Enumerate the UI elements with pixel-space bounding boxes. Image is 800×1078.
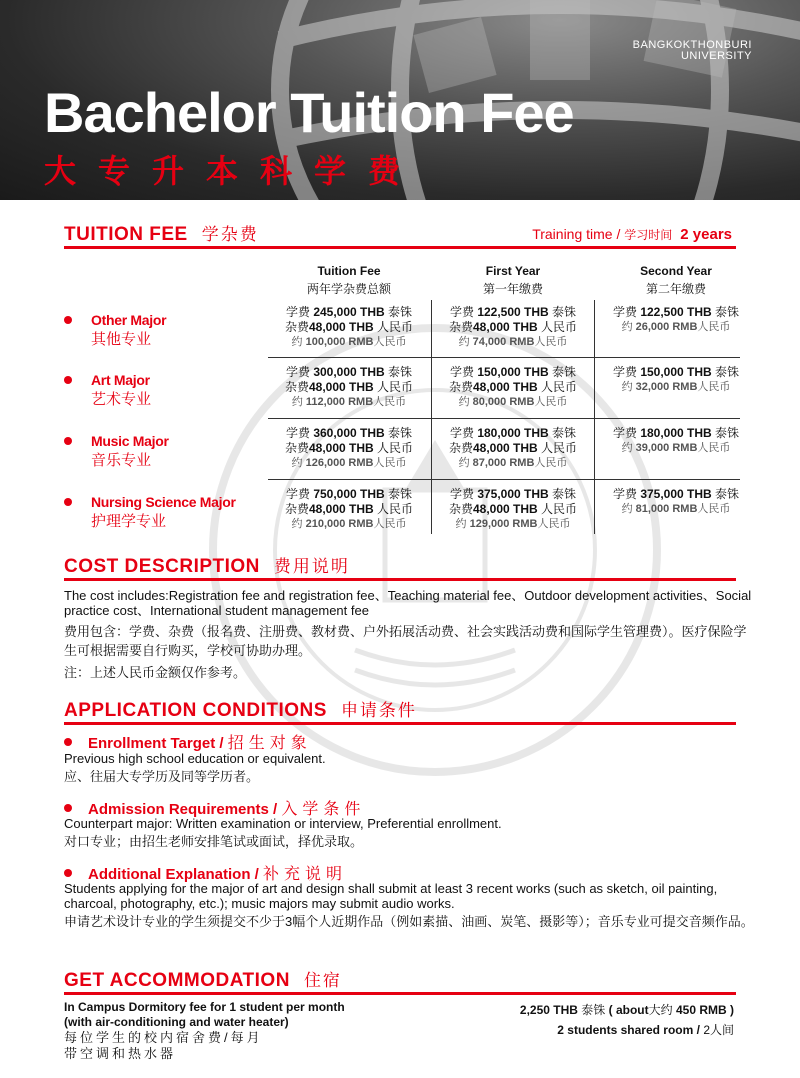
dormitory-amenities-zh: 带空调和热水器 [64, 1046, 177, 1061]
fee-label: 杂费 [448, 380, 473, 394]
fee-label: 学费 [285, 365, 310, 379]
sub-heading-en: Additional Explanation / [88, 866, 264, 883]
fee-amount: 150,000 THB [477, 365, 549, 379]
accommodation-section-header [64, 966, 736, 995]
fee-currency: 人民币 [697, 442, 731, 454]
column-header-zh: 第一年缴费 [482, 282, 543, 296]
cost-description-heading: COST DESCRIPTION [64, 556, 260, 577]
fee-label: 杂费 [284, 380, 309, 394]
training-time-label: Training time / [532, 226, 625, 242]
enrollment-target-en: Previous high school education or equivalent. [64, 751, 326, 766]
bullet-dot [64, 376, 72, 384]
additional-explanation-en: Students applying for the major of art and design shall submit at least 3 recent works (such as sketch, oil painting, charcoal, photography, etc.); music majors may submit audio works. [64, 881, 718, 911]
fee-currency: 人民币 [697, 503, 731, 515]
fee-label: 约 [291, 457, 303, 469]
dormitory-price-thb: 2,250 THB [519, 1003, 578, 1017]
fee-label: 学费 [612, 426, 637, 440]
fee-cell-total [267, 365, 431, 410]
fee-currency: 泰铢 [388, 487, 413, 501]
sub-heading-zh: 入学条件 [281, 801, 366, 818]
fee-amount: 375,000 THB [640, 487, 712, 501]
fee-currency: 人民币 [697, 381, 731, 393]
fee-currency: 人民币 [373, 457, 407, 469]
fee-amount: 180,000 THB [640, 426, 712, 440]
fee-currency: 人民币 [541, 502, 578, 516]
fee-cell-total [267, 487, 431, 532]
fee-amount: 180,000 THB [477, 426, 549, 440]
table-divider [268, 357, 740, 358]
fee-currency: 泰铢 [715, 365, 740, 379]
fee-label: 约 [621, 442, 633, 454]
fee-currency: 泰铢 [388, 426, 413, 440]
fee-amount: 48,000 THB [308, 380, 374, 394]
fee-label: 杂费 [284, 441, 309, 455]
fee-currency: 泰铢 [388, 305, 413, 319]
fee-label: 约 [458, 457, 470, 469]
dormitory-fee-label-zh: 每位学生的校内宿舍费/每月 [64, 1030, 263, 1045]
training-time-label-zh: 学习时间 [624, 228, 673, 242]
fee-amount: 87,000 RMB [472, 457, 535, 469]
university-line-2: UNIVERSITY [680, 50, 752, 62]
major-name-en: Music Major [91, 433, 169, 449]
fee-cell-second-year [594, 305, 758, 335]
major-name-zh: 其他专业 [91, 331, 152, 348]
fee-amount: 245,000 THB [313, 305, 385, 319]
fee-currency: 人民币 [534, 336, 568, 348]
fee-amount: 74,000 RMB [472, 336, 535, 348]
fee-label: 约 [291, 396, 303, 408]
fee-currency: 人民币 [373, 518, 407, 530]
fee-amount: 750,000 THB [313, 487, 385, 501]
room-type-en: 2 students shared room / [557, 1023, 704, 1037]
fee-cell-total [267, 305, 431, 350]
fee-currency: 泰铢 [388, 365, 413, 379]
fee-cell-first-year [431, 426, 595, 471]
bullet-dot [64, 869, 72, 877]
fee-currency: 人民币 [541, 320, 578, 334]
page-title: Bachelor Tuition Fee [44, 81, 574, 144]
fee-cell-second-year [594, 426, 758, 456]
fee-currency: 人民币 [534, 396, 568, 408]
fee-cell-total [267, 426, 431, 471]
fee-label: 学费 [449, 305, 474, 319]
sub-heading-zh: 招生对象 [227, 735, 312, 752]
fee-label: 杂费 [448, 441, 473, 455]
fee-amount: 81,000 RMB [635, 503, 698, 515]
sub-heading-en: Admission Requirements / [88, 801, 282, 818]
fee-amount: 360,000 THB [313, 426, 385, 440]
fee-currency: 泰铢 [552, 426, 577, 440]
fee-amount: 112,000 RMB [305, 396, 374, 408]
fee-amount: 48,000 THB [472, 502, 538, 516]
fee-label: 学费 [285, 487, 310, 501]
column-header-first-year [431, 262, 595, 298]
tuition-fee-heading-zh: 学杂费 [201, 225, 259, 244]
fee-amount: 122,500 THB [477, 305, 549, 319]
cost-description-zh: 费用包含：学费、杂费（报名费、注册费、教材费、户外拓展活动费、社会实践活动费和国际学生管理费）。医疗保险学生可根据需要自行购买，学校可协助办理。 [64, 624, 747, 658]
fee-amount: 39,000 RMB [635, 442, 698, 454]
column-header-tuition-fee [267, 262, 431, 298]
fee-currency: 人民币 [377, 380, 414, 394]
bullet-dot [64, 316, 72, 324]
fee-cell-first-year [431, 487, 595, 532]
fee-amount: 48,000 THB [308, 441, 374, 455]
fee-currency: 人民币 [541, 441, 578, 455]
fee-cell-second-year [594, 487, 758, 517]
dormitory-price-currency: 泰铢 [581, 1003, 606, 1017]
fee-amount: 48,000 THB [472, 380, 538, 394]
dormitory-price-line [394, 1000, 734, 1020]
room-type-zh: 2人间 [703, 1023, 734, 1037]
fee-label: 学费 [612, 365, 637, 379]
fee-amount: 48,000 THB [308, 320, 374, 334]
enrollment-target-zh: 应、往届大专学历及同等学历者。 [64, 769, 260, 784]
room-type-line [394, 1020, 734, 1040]
sub-heading-en: Enrollment Target / [88, 735, 228, 752]
fee-currency: 泰铢 [552, 487, 577, 501]
fee-label: 约 [291, 518, 303, 530]
fee-label: 杂费 [448, 502, 473, 516]
cost-description-section-header [64, 552, 736, 581]
fee-label: 学费 [285, 426, 310, 440]
fee-currency: 泰铢 [715, 426, 740, 440]
university-name [633, 40, 752, 62]
sub-heading-zh: 补充说明 [263, 866, 348, 883]
column-header-second-year [594, 262, 758, 298]
bullet-dot [64, 804, 72, 812]
fee-amount: 48,000 THB [472, 441, 538, 455]
fee-label: 学费 [449, 365, 474, 379]
accommodation-heading: GET ACCOMMODATION [64, 970, 290, 991]
accommodation-heading-zh: 住宿 [303, 971, 342, 990]
fee-currency: 人民币 [377, 320, 414, 334]
major-name-en: Nursing Science Major [91, 494, 236, 510]
fee-label: 学费 [449, 426, 474, 440]
fee-cell-first-year [431, 305, 595, 350]
fee-currency: 人民币 [534, 457, 568, 469]
fee-currency: 人民币 [697, 321, 731, 333]
fee-amount: 100,000 RMB [305, 336, 374, 348]
fee-label: 约 [455, 518, 467, 530]
admission-requirements-en: Counterpart major: Written examination or interview, Preferential enrollment. [64, 816, 502, 831]
admission-requirements-zh: 对口专业；由招生老师安排笔试或面试，择优录取。 [64, 834, 364, 849]
fee-amount: 26,000 RMB [635, 321, 698, 333]
fee-label: 学费 [612, 305, 637, 319]
fee-label: 学费 [449, 487, 474, 501]
fee-currency: 泰铢 [552, 365, 577, 379]
fee-currency: 人民币 [373, 336, 407, 348]
fee-label: 约 [458, 396, 470, 408]
fee-label: 学费 [285, 305, 310, 319]
fee-amount: 48,000 THB [308, 502, 374, 516]
fee-amount: 32,000 RMB [635, 381, 698, 393]
fee-label: 约 [621, 321, 633, 333]
fee-amount: 126,000 RMB [305, 457, 374, 469]
bullet-dot [64, 738, 72, 746]
cost-description-en: The cost includes:Registration fee and registration fee、Teaching material fee、Outdoor development activities、Social practice cost、International student management fee [64, 588, 752, 618]
fee-currency: 泰铢 [715, 487, 740, 501]
major-name-zh: 艺术专业 [91, 391, 152, 408]
column-header-en: Second Year [640, 264, 712, 278]
tuition-fee-heading: TUITION FEE [64, 224, 188, 245]
dormitory-fee-label-en: In Campus Dormitory fee for 1 student per month [64, 1000, 345, 1014]
fee-label: 约 [621, 503, 633, 515]
column-header-zh: 第二年缴费 [645, 282, 706, 296]
fee-label: 约 [458, 336, 470, 348]
hero-banner [0, 0, 800, 200]
dormitory-price-rmb: 450 RMB ) [675, 1003, 734, 1017]
training-time-value: 2 years [680, 226, 732, 243]
fee-currency: 人民币 [377, 441, 414, 455]
training-time [532, 226, 732, 243]
fee-label: 杂费 [284, 502, 309, 516]
fee-amount: 300,000 THB [313, 365, 385, 379]
fee-currency: 泰铢 [552, 305, 577, 319]
cost-description-heading-zh: 费用说明 [273, 557, 350, 576]
fee-amount: 48,000 THB [472, 320, 538, 334]
dormitory-price-about: ( about [608, 1003, 649, 1017]
major-name-en: Other Major [91, 312, 167, 328]
application-conditions-heading: APPLICATION CONDITIONS [64, 700, 327, 721]
dormitory-price-about-zh: 大约 [648, 1003, 673, 1017]
university-line-1: BANGKOKTHONBURI [632, 39, 752, 51]
application-conditions-heading-zh: 申请条件 [340, 701, 417, 720]
table-divider [268, 479, 740, 480]
major-nursing-science [64, 493, 269, 533]
column-header-en: First Year [485, 264, 541, 278]
fee-currency: 泰铢 [715, 305, 740, 319]
cost-note: 注：上述人民币金额仅作参考。 [64, 665, 247, 680]
major-other [64, 311, 269, 351]
bullet-dot [64, 498, 72, 506]
application-conditions-section-header [64, 696, 736, 725]
column-header-en: Tuition Fee [317, 264, 381, 278]
fee-amount: 122,500 THB [640, 305, 712, 319]
fee-currency: 人民币 [541, 380, 578, 394]
major-name-zh: 护理学专业 [91, 513, 167, 530]
bullet-dot [64, 437, 72, 445]
fee-label: 杂费 [284, 320, 309, 334]
fee-amount: 375,000 THB [477, 487, 549, 501]
dormitory-description [64, 1000, 394, 1062]
fee-cell-second-year [594, 365, 758, 395]
fee-currency: 人民币 [537, 518, 571, 530]
page-subtitle: 大专升本科学费 [44, 153, 423, 189]
fee-label: 约 [621, 381, 633, 393]
fee-label: 学费 [612, 487, 637, 501]
fee-currency: 人民币 [377, 502, 414, 516]
dormitory-amenities-en: (with air-conditioning and water heater) [64, 1015, 289, 1029]
fee-amount: 150,000 THB [640, 365, 712, 379]
major-art [64, 371, 269, 411]
fee-amount: 80,000 RMB [472, 396, 535, 408]
fee-currency: 人民币 [373, 396, 407, 408]
major-music [64, 432, 269, 472]
enrollment-target-heading [64, 730, 312, 753]
fee-label: 约 [291, 336, 303, 348]
table-divider [268, 418, 740, 419]
column-header-zh: 两年学杂费总额 [306, 282, 391, 296]
fee-amount: 129,000 RMB [469, 518, 538, 530]
fee-cell-first-year [431, 365, 595, 410]
additional-explanation-zh: 申请艺术设计专业的学生须提交不少于3幅个人近期作品（例如素描、油画、炭笔、摄影等）；音乐专业可提交音频作品。 [64, 914, 754, 929]
major-name-en: Art Major [91, 372, 150, 388]
fee-amount: 210,000 RMB [305, 518, 374, 530]
dormitory-price [394, 1000, 734, 1040]
fee-label: 杂费 [448, 320, 473, 334]
major-name-zh: 音乐专业 [91, 452, 152, 469]
